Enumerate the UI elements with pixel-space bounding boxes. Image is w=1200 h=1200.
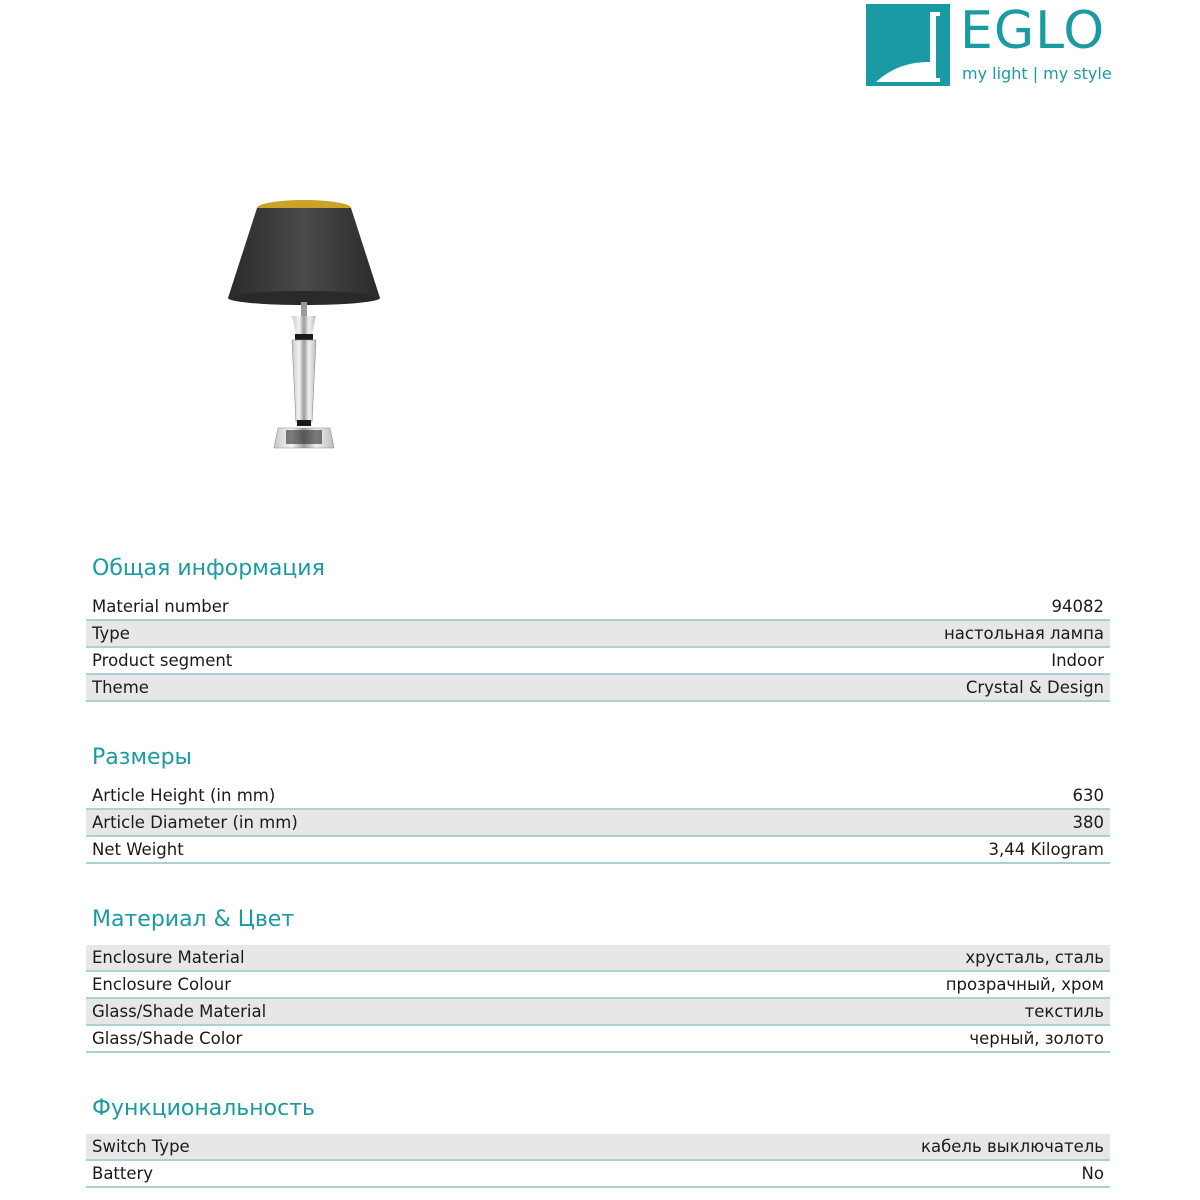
row-label: Article Height (in mm) [92, 786, 276, 805]
row-label: Article Diameter (in mm) [92, 813, 298, 832]
row-value: 380 [1072, 813, 1104, 832]
row-value: 630 [1072, 786, 1104, 805]
table-lamp-image [222, 194, 386, 460]
section-title: Общая информация [92, 556, 325, 581]
table-row [86, 621, 1110, 648]
section-dimensions [86, 743, 1110, 864]
table-row [86, 594, 1110, 621]
row-label: Theme [92, 678, 149, 697]
row-value: настольная лампа [943, 624, 1104, 643]
row-value: Crystal & Design [965, 678, 1104, 697]
row-label: Glass/Shade Material [92, 1002, 267, 1021]
table-row [86, 999, 1110, 1026]
row-label: Switch Type [92, 1137, 190, 1156]
eglo-logo-icon [866, 4, 950, 86]
brand-logo [866, 1, 1116, 88]
brand-slogan: my light | my style [962, 64, 1112, 83]
section-title: Материал & Цвет [92, 907, 295, 932]
brand-name: EGLO [960, 1, 1106, 61]
section-functionality [86, 1094, 1110, 1188]
table-row [86, 1026, 1110, 1053]
table-row [86, 675, 1110, 702]
table-row [86, 648, 1110, 675]
row-label: Battery [92, 1164, 154, 1183]
table-row [86, 945, 1110, 972]
row-value: черный, золото [969, 1029, 1104, 1048]
table-row [86, 1161, 1110, 1188]
table-row [86, 972, 1110, 999]
row-label: Net Weight [92, 840, 184, 859]
row-value: 3,44 Kilogram [988, 840, 1104, 859]
section-title: Размеры [92, 745, 192, 770]
section-material-color [86, 905, 1110, 1053]
section-title: Функциональность [92, 1096, 315, 1121]
table-row [86, 1134, 1110, 1161]
row-value: Indoor [1051, 651, 1104, 670]
row-label: Enclosure Material [92, 948, 245, 967]
section-general-info [86, 554, 1110, 702]
table-row [86, 837, 1110, 864]
row-value: прозрачный, хром [945, 975, 1104, 994]
row-label: Type [92, 624, 130, 643]
row-value: хрусталь, сталь [965, 948, 1104, 967]
row-value: 94082 [1051, 597, 1104, 616]
row-label: Material number [92, 597, 229, 616]
table-row [86, 783, 1110, 810]
row-value: кабель выключатель [921, 1137, 1104, 1156]
table-row [86, 810, 1110, 837]
row-label: Enclosure Colour [92, 975, 232, 994]
row-value: текстиль [1024, 1002, 1104, 1021]
row-value: No [1081, 1164, 1104, 1183]
row-label: Glass/Shade Color [92, 1029, 243, 1048]
row-label: Product segment [92, 651, 233, 670]
